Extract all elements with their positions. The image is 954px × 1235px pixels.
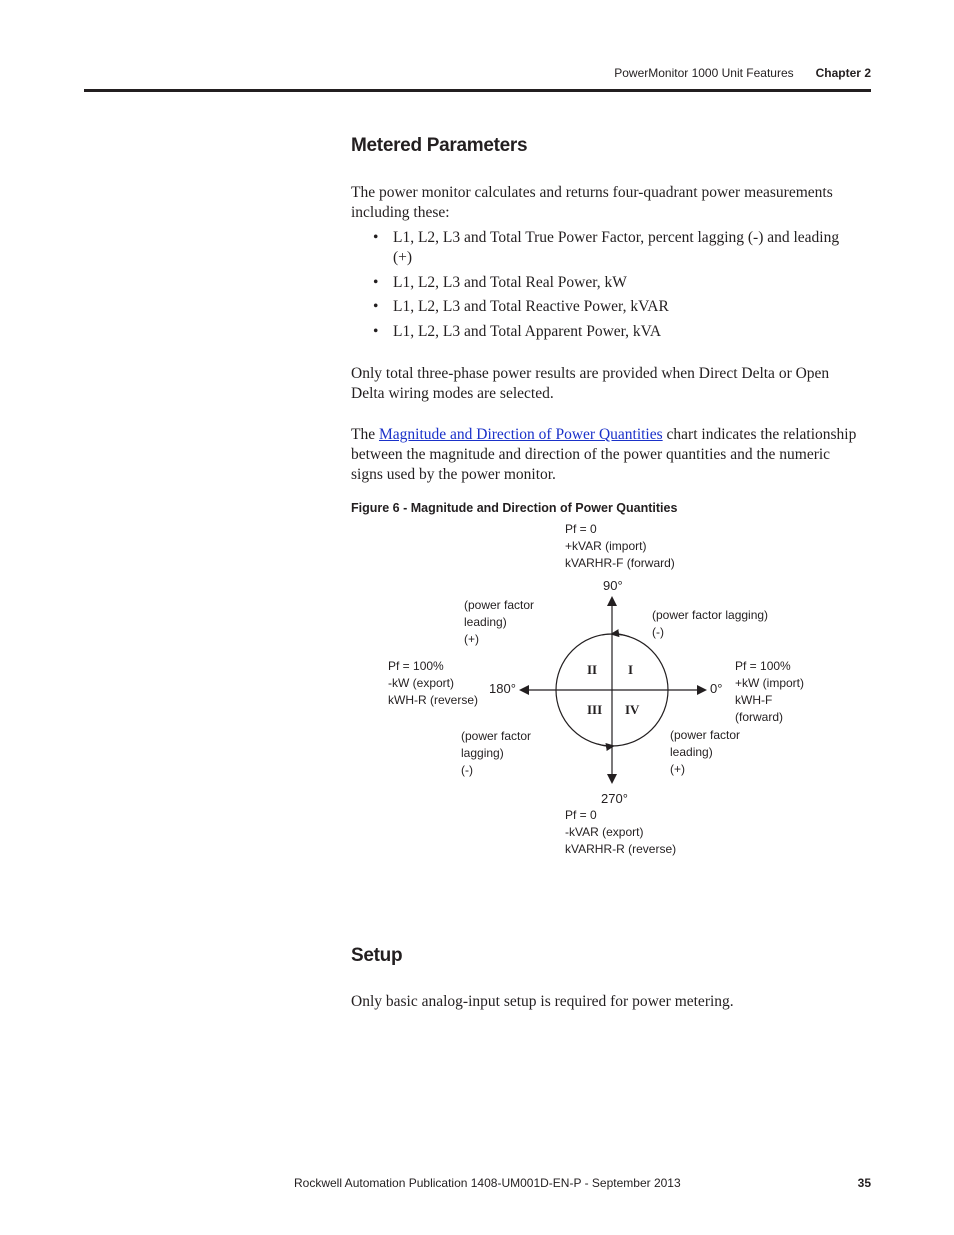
paragraph-text: chart indicates the relationship between the magnitude and direction of the power quantities and the numeric signs used by the power monitor. [351, 426, 857, 483]
paragraph-text: The [351, 426, 379, 443]
figure-link[interactable]: Magnitude and Direction of Power Quantities [378, 426, 663, 443]
section-heading-metered-parameters: Metered Parameters [351, 135, 528, 156]
degree-270-label: 270° [601, 791, 628, 806]
left-axis-label: Pf = 100% -kW (export) kWH-R (reverse) [388, 659, 478, 707]
quadrant-label-ii: II [587, 662, 598, 677]
quadrant-i-note: (power factor lagging) (-) [652, 608, 769, 639]
rotation-arrow-top [612, 634, 630, 637]
quadrant-label-i: I [628, 662, 634, 677]
header-section-title: PowerMonitor 1000 Unit Features [614, 66, 794, 80]
publication-info: Rockwell Automation Publication 1408-UM001D-EN-P - September 2013 [294, 1176, 681, 1190]
top-axis-label: Pf = 0 +kVAR (import) kVARHR-F (forward) [565, 522, 675, 570]
quadrant-label-iii: III [587, 702, 603, 717]
header-chapter: Chapter 2 [815, 66, 871, 80]
quadrant-ii-note: (power factor leading) (+) [464, 598, 535, 646]
list-item: • L1, L2, L3 and Total Reactive Power, kVAR [371, 297, 851, 317]
right-axis-label: Pf = 100% +kW (import) kWH-F (forward) [735, 659, 804, 724]
quadrant-label-iv: IV [625, 702, 640, 717]
section-heading-setup: Setup [351, 945, 403, 966]
figure-caption: Figure 6 - Magnitude and Direction of Power Quantities [351, 501, 678, 515]
quadrant-iii-note: (power factor lagging) (-) [461, 729, 532, 777]
quadrant-iv-note: (power factor leading) (+) [670, 728, 741, 776]
list-item: • L1, L2, L3 and Total True Power Factor, percent lagging (-) and leading (+) [371, 228, 851, 268]
degree-0-label: 0° [710, 681, 723, 696]
degree-180-label: 180° [489, 681, 516, 696]
list-item: • L1, L2, L3 and Total Apparent Power, kVA [371, 322, 851, 342]
degree-90-label: 90° [603, 578, 623, 593]
page-number: 35 [857, 1176, 871, 1190]
delta-wiring-paragraph: Only total three-phase power results are provided when Direct Delta or Open Delta wiring modes are selected. [351, 365, 830, 402]
bottom-axis-label: Pf = 0 -kVAR (export) kVARHR-R (reverse) [565, 808, 677, 856]
setup-paragraph: Only basic analog-input setup is required for power metering. [351, 993, 734, 1010]
list-item: • L1, L2, L3 and Total Real Power, kW [371, 273, 851, 293]
intro-paragraph: The power monitor calculates and returns four-quadrant power measurements including these: [351, 184, 833, 221]
